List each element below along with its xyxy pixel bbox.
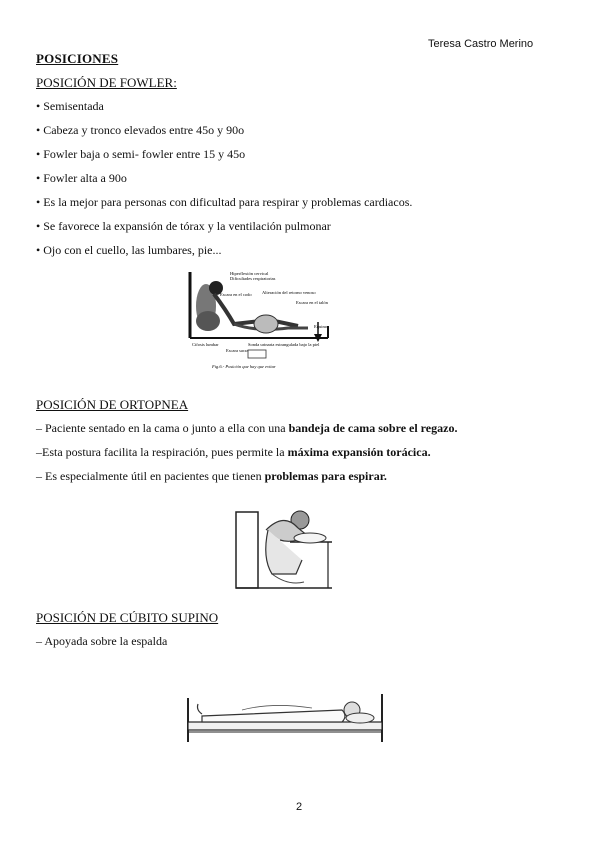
fowler-line: • Fowler baja o semi- fowler entre 15 y 45o (36, 147, 246, 161)
fig-label: Cifosis lumbar (192, 342, 219, 347)
section-heading-fowler: POSICIÓN DE FOWLER: (36, 75, 177, 90)
author-name: Teresa Castro Merino (428, 38, 534, 50)
fig-label: Equino (314, 324, 327, 329)
cubito-supino-illustration (182, 680, 388, 746)
section-heading-cubito-supino: POSICIÓN DE CÚBITO SUPINO (36, 610, 219, 625)
fowler-line: • Se favorece la expansión de tórax y la ventilación pulmonar (36, 219, 331, 233)
page-number: 2 (296, 801, 303, 813)
fig-label: Escara sacra (226, 348, 249, 353)
section-heading-ortopnea: POSICIÓN DE ORTOPNEA (36, 397, 189, 412)
fig-label: Hiperflexión cervical (230, 271, 269, 276)
fowler-line: • Cabeza y tronco elevados entre 45o y 90o (36, 123, 245, 137)
fig-label: Dificultades respiratorias (230, 276, 276, 281)
fowler-line: • Ojo con el cuello, las lumbares, pie... (36, 243, 222, 257)
fig-label: Sonda urinaria estrangulada bajo la piel (248, 342, 320, 347)
document-title: POSICIONES (36, 51, 119, 66)
fig-label: Escara en el talón (296, 300, 328, 305)
cubito-supino-line: – Apoyada sobre la espalda (36, 634, 168, 648)
ortopnea-line: – Paciente sentado en la cama o junto a ella con una bandeja de cama sobre el regazo. (36, 421, 458, 435)
fig-label: Escara en el codo (220, 292, 252, 297)
ortopnea-line: – Es especialmente útil en pacientes que tienen problemas para espirar. (36, 469, 387, 483)
fowler-line: • Fowler alta a 90o (36, 171, 127, 185)
ortopnea-position-illustration (232, 500, 336, 594)
fowler-line: • Semisentada (36, 99, 104, 113)
fig-caption: Fig.6.- Posición que hay que evitar (212, 364, 276, 369)
fig-label: Alteración del retorno venoso (262, 290, 316, 295)
fowler-line: • Es la mejor para personas con dificultad para respirar y problemas cardiacos. (36, 195, 413, 209)
ortopnea-line: –Esta postura facilita la respiración, pues permite la máxima expansión torácica. (36, 445, 431, 459)
fowler-position-illustration (178, 266, 340, 372)
